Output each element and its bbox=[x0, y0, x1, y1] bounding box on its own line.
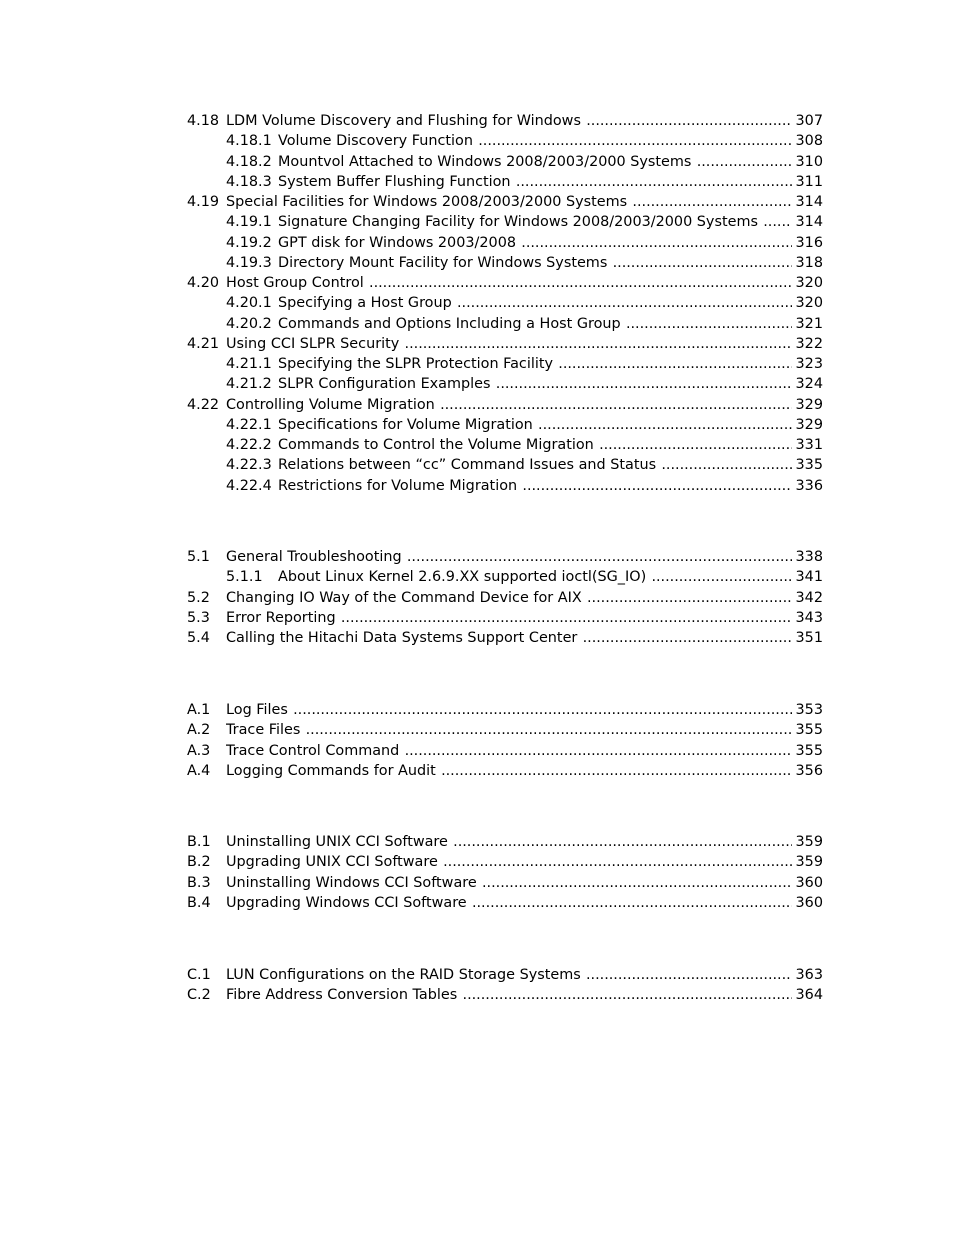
toc-entry-page: 353 bbox=[792, 700, 823, 720]
toc-entry-title: Restrictions for Volume Migration bbox=[278, 478, 520, 494]
toc-entry-leader bbox=[226, 893, 792, 913]
toc-entry-title: Calling the Hitachi Data Systems Support Center bbox=[226, 630, 580, 646]
toc-entry[interactable] bbox=[187, 374, 823, 394]
toc-entry[interactable] bbox=[187, 415, 823, 435]
toc-entry-number: B.2 bbox=[187, 852, 211, 872]
toc-entry-leader bbox=[278, 354, 792, 374]
toc-entry[interactable] bbox=[187, 985, 823, 1005]
toc-entry[interactable] bbox=[187, 435, 823, 455]
toc-entry-leader bbox=[226, 700, 792, 720]
toc-entry-leader bbox=[226, 395, 792, 415]
toc-entry-page: 360 bbox=[792, 873, 823, 893]
toc-entry-page: 356 bbox=[792, 761, 823, 781]
toc-entry-leader bbox=[278, 212, 792, 232]
toc-entry-title: Signature Changing Facility for Windows 2008/2003/2000 Systems bbox=[278, 214, 761, 230]
toc-entry-title: Upgrading UNIX CCI Software bbox=[226, 854, 441, 870]
toc-entry-title: Host Group Control bbox=[226, 275, 367, 291]
toc-entry-title: Commands and Options Including a Host Group bbox=[278, 316, 624, 332]
toc-entry[interactable] bbox=[187, 253, 823, 273]
toc-entry-page: 364 bbox=[792, 985, 823, 1005]
toc-entry-leader bbox=[226, 873, 792, 893]
toc-entry-leader bbox=[226, 628, 792, 648]
toc-entry-number: 4.22.2 bbox=[226, 435, 272, 455]
toc-entry-title: Mountvol Attached to Windows 2008/2003/2000 Systems bbox=[278, 154, 694, 170]
toc-entry[interactable] bbox=[187, 455, 823, 475]
toc-entry[interactable] bbox=[187, 608, 823, 628]
toc-entry-page: 355 bbox=[792, 741, 823, 761]
toc-entry-leader bbox=[278, 172, 792, 192]
toc-entry-number: 4.20 bbox=[187, 273, 219, 293]
toc-entry-page: 320 bbox=[792, 273, 823, 293]
toc-entry-number: 4.19.1 bbox=[226, 212, 272, 232]
toc-entry-page: 324 bbox=[792, 374, 823, 394]
toc-entry-title: Uninstalling Windows CCI Software bbox=[226, 875, 480, 891]
toc-entry[interactable] bbox=[187, 476, 823, 496]
toc-entry-title: Directory Mount Facility for Windows Systems bbox=[278, 255, 610, 271]
toc-entry-page: 331 bbox=[792, 435, 823, 455]
toc-entry-number: 4.22.4 bbox=[226, 476, 272, 496]
toc-entry-title: Specifications for Volume Migration bbox=[278, 417, 536, 433]
toc-section bbox=[187, 547, 823, 648]
toc-entry-page: 341 bbox=[792, 567, 823, 587]
toc-entry-title: Error Reporting bbox=[226, 610, 339, 626]
toc-entry-page: 342 bbox=[792, 588, 823, 608]
toc-entry-page: 321 bbox=[792, 314, 823, 334]
toc-entry-title: About Linux Kernel 2.6.9.XX supported ioctl(SG_IO) bbox=[278, 569, 649, 585]
toc-entry-page: 359 bbox=[792, 852, 823, 872]
toc-entry[interactable] bbox=[187, 741, 823, 761]
toc-entry-page: 355 bbox=[792, 720, 823, 740]
toc-entry-number: 4.18 bbox=[187, 111, 219, 131]
toc-entry-title: Uninstalling UNIX CCI Software bbox=[226, 834, 451, 850]
toc-entry-title: Using CCI SLPR Security bbox=[226, 336, 402, 352]
toc-entry-number: C.2 bbox=[187, 985, 211, 1005]
toc-entry-number: 4.20.2 bbox=[226, 314, 272, 334]
toc-entry-title: Trace Files bbox=[226, 722, 303, 738]
toc-entry-number: 5.4 bbox=[187, 628, 210, 648]
toc-entry-leader bbox=[226, 985, 792, 1005]
toc-entry[interactable] bbox=[187, 761, 823, 781]
toc-entry[interactable] bbox=[187, 965, 823, 985]
toc-entry-page: 351 bbox=[792, 628, 823, 648]
toc-entry[interactable] bbox=[187, 700, 823, 720]
toc-entry-page: 310 bbox=[792, 152, 823, 172]
toc-entry-title: Specifying a Host Group bbox=[278, 295, 455, 311]
toc-entry-page: 316 bbox=[792, 233, 823, 253]
toc-entry-leader bbox=[278, 455, 792, 475]
toc-entry-number: 4.19.3 bbox=[226, 253, 272, 273]
toc-entry-leader bbox=[278, 415, 792, 435]
toc-entry-leader bbox=[226, 334, 792, 354]
toc-entry-leader bbox=[226, 761, 792, 781]
toc-entry[interactable] bbox=[187, 293, 823, 313]
toc-entry-number: A.2 bbox=[187, 720, 210, 740]
toc-entry[interactable] bbox=[187, 567, 823, 587]
toc-section bbox=[187, 965, 823, 1006]
toc-entry-page: 318 bbox=[792, 253, 823, 273]
toc-entry-number: 4.19 bbox=[187, 192, 219, 212]
toc-entry-number: 4.22.1 bbox=[226, 415, 272, 435]
toc-entry-page: 329 bbox=[792, 415, 823, 435]
toc-entry[interactable] bbox=[187, 314, 823, 334]
toc-entry-number: 5.3 bbox=[187, 608, 210, 628]
toc-entry-leader bbox=[278, 152, 792, 172]
toc-entry-title: LUN Configurations on the RAID Storage Systems bbox=[226, 967, 584, 983]
toc-entry-leader bbox=[278, 293, 792, 313]
toc-entry-number: C.1 bbox=[187, 965, 211, 985]
toc-entry-title: Fibre Address Conversion Tables bbox=[226, 987, 460, 1003]
toc-entry[interactable] bbox=[187, 628, 823, 648]
toc-entry[interactable] bbox=[187, 233, 823, 253]
toc-entry-page: 314 bbox=[792, 212, 823, 232]
toc-entry-title: Controlling Volume Migration bbox=[226, 397, 438, 413]
toc-entry-title: Volume Discovery Function bbox=[278, 133, 476, 149]
toc-entry-leader bbox=[226, 273, 792, 293]
toc-entry-number: 4.18.3 bbox=[226, 172, 272, 192]
toc-entry-leader bbox=[278, 233, 792, 253]
toc-entry-page: 322 bbox=[792, 334, 823, 354]
toc-entry-leader bbox=[226, 965, 792, 985]
toc-entry-title: General Troubleshooting bbox=[226, 549, 405, 565]
toc-entry-number: 5.1.1 bbox=[226, 567, 263, 587]
toc-entry-title: Specifying the SLPR Protection Facility bbox=[278, 356, 556, 372]
toc-entry[interactable] bbox=[187, 547, 823, 567]
toc-entry-page: 343 bbox=[792, 608, 823, 628]
toc-section bbox=[187, 700, 823, 781]
toc-entry-page: 320 bbox=[792, 293, 823, 313]
toc-entry[interactable] bbox=[187, 873, 823, 893]
toc-entry-title: Special Facilities for Windows 2008/2003/2000 Systems bbox=[226, 194, 630, 210]
toc-entry-leader bbox=[226, 832, 792, 852]
toc-entry[interactable] bbox=[187, 395, 823, 415]
toc-entry-page: 359 bbox=[792, 832, 823, 852]
toc-entry-leader bbox=[278, 476, 792, 496]
toc-entry[interactable] bbox=[187, 832, 823, 852]
toc-entry-number: 4.21.2 bbox=[226, 374, 272, 394]
toc-entry-number: 4.21 bbox=[187, 334, 219, 354]
toc-entry[interactable] bbox=[187, 131, 823, 151]
toc-section bbox=[187, 111, 823, 496]
toc-entry-leader bbox=[278, 314, 792, 334]
toc-entry[interactable] bbox=[187, 111, 823, 131]
toc-entry[interactable] bbox=[187, 852, 823, 872]
toc-entry-title: Logging Commands for Audit bbox=[226, 763, 439, 779]
toc-entry-title: Changing IO Way of the Command Device for AIX bbox=[226, 590, 585, 606]
toc-entry-page: 311 bbox=[792, 172, 823, 192]
toc-entry[interactable] bbox=[187, 354, 823, 374]
toc-entry-page: 308 bbox=[792, 131, 823, 151]
toc-entry[interactable] bbox=[187, 720, 823, 740]
toc-entry-leader bbox=[278, 567, 792, 587]
toc-entry-number: A.1 bbox=[187, 700, 210, 720]
toc-entry[interactable] bbox=[187, 273, 823, 293]
toc-entry-number: 4.18.2 bbox=[226, 152, 272, 172]
toc-entry-number: 4.18.1 bbox=[226, 131, 272, 151]
toc-section bbox=[187, 832, 823, 913]
toc-entry-title: GPT disk for Windows 2003/2008 bbox=[278, 235, 519, 251]
toc-entry[interactable] bbox=[187, 172, 823, 192]
toc-entry-leader bbox=[226, 741, 792, 761]
toc-entry-number: 4.21.1 bbox=[226, 354, 272, 374]
toc-entry[interactable] bbox=[187, 334, 823, 354]
toc-entry-number: 5.1 bbox=[187, 547, 210, 567]
toc-entry-leader bbox=[278, 131, 792, 151]
toc-entry-title: Commands to Control the Volume Migration bbox=[278, 437, 597, 453]
toc-entry[interactable] bbox=[187, 588, 823, 608]
toc-entry-number: A.3 bbox=[187, 741, 210, 761]
toc-entry-leader bbox=[226, 588, 792, 608]
toc-entry-page: 363 bbox=[792, 965, 823, 985]
toc-entry-page: 314 bbox=[792, 192, 823, 212]
toc-entry-title: Upgrading Windows CCI Software bbox=[226, 895, 470, 911]
toc-entry[interactable] bbox=[187, 192, 823, 212]
toc-entry-leader bbox=[226, 192, 792, 212]
toc-entry-leader bbox=[278, 435, 792, 455]
toc-entry-page: 335 bbox=[792, 455, 823, 475]
toc-entry-number: A.4 bbox=[187, 761, 210, 781]
toc-entry-page: 323 bbox=[792, 354, 823, 374]
toc-entry-title: SLPR Configuration Examples bbox=[278, 376, 494, 392]
toc-entry-leader bbox=[226, 720, 792, 740]
toc-entry-leader bbox=[226, 111, 792, 131]
toc-entry-number: B.1 bbox=[187, 832, 211, 852]
toc-entry[interactable] bbox=[187, 152, 823, 172]
toc-entry-title: Trace Control Command bbox=[226, 743, 402, 759]
toc-entry-number: B.3 bbox=[187, 873, 211, 893]
toc-entry-leader bbox=[278, 253, 792, 273]
toc-entry-page: 307 bbox=[792, 111, 823, 131]
toc-entry-page: 336 bbox=[792, 476, 823, 496]
toc-entry-leader bbox=[278, 374, 792, 394]
toc-entry-title: System Buffer Flushing Function bbox=[278, 174, 514, 190]
toc-entry-leader bbox=[226, 608, 792, 628]
toc-entry-page: 329 bbox=[792, 395, 823, 415]
toc-entry-number: 4.19.2 bbox=[226, 233, 272, 253]
toc-entry-title: Log Files bbox=[226, 702, 291, 718]
toc-entry[interactable] bbox=[187, 893, 823, 913]
toc-entry-number: 4.22 bbox=[187, 395, 219, 415]
toc-entry-number: B.4 bbox=[187, 893, 211, 913]
toc-entry-number: 4.22.3 bbox=[226, 455, 272, 475]
toc-entry-number: 4.20.1 bbox=[226, 293, 272, 313]
toc-entry-page: 338 bbox=[792, 547, 823, 567]
toc-entry-leader bbox=[226, 852, 792, 872]
toc-entry-number: 5.2 bbox=[187, 588, 210, 608]
toc-entry-title: Relations between “cc” Command Issues and Status bbox=[278, 457, 659, 473]
toc-entry-title: LDM Volume Discovery and Flushing for Windows bbox=[226, 113, 584, 129]
toc-entry-page: 360 bbox=[792, 893, 823, 913]
toc-entry[interactable] bbox=[187, 212, 823, 232]
toc-entry-leader bbox=[226, 547, 792, 567]
